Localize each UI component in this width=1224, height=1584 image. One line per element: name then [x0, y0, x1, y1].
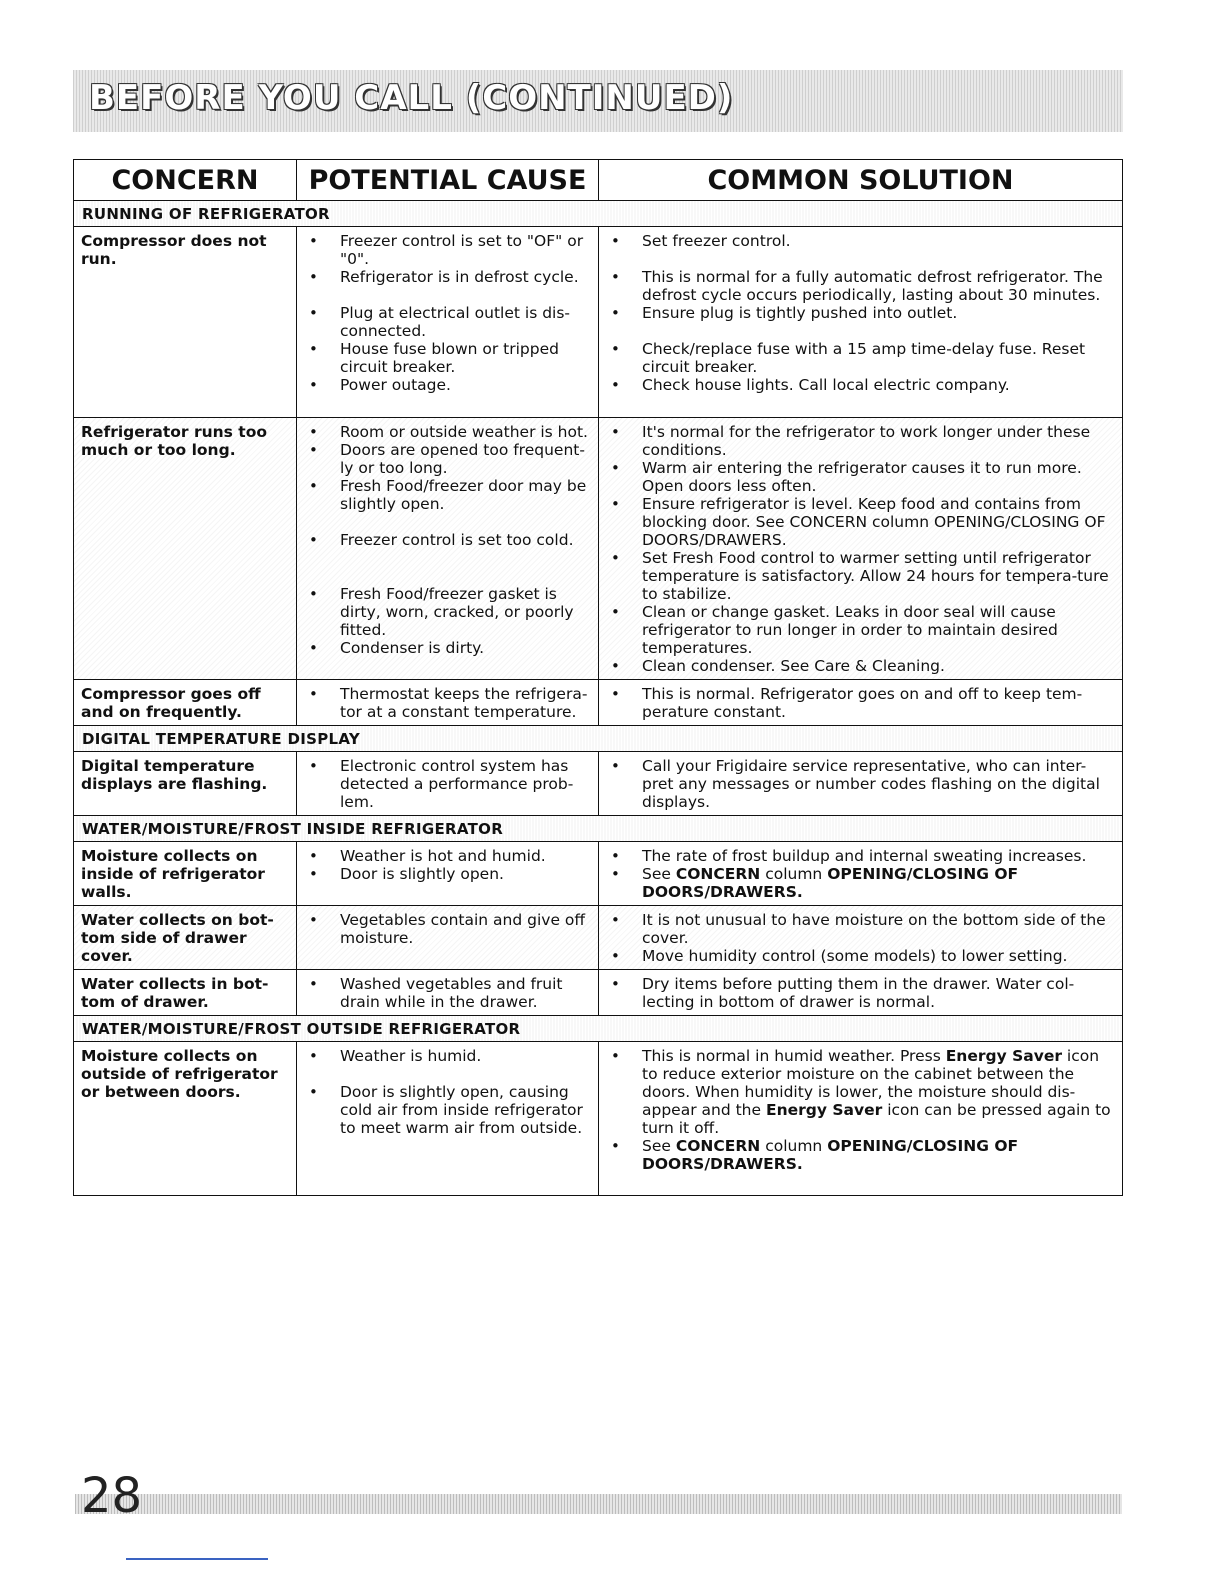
solution-item: • Set freezer control.	[605, 232, 1114, 250]
section-row	[74, 816, 1123, 842]
cause-item: • Fresh Food/freezer door may be slightly open.	[303, 477, 590, 513]
table-header-row	[74, 160, 1123, 201]
solution-cell	[599, 970, 1123, 1016]
cause-item: • Refrigerator is in defrost cycle.	[303, 268, 590, 286]
solution-item: • Clean condenser. See Care & Cleaning.	[605, 657, 1114, 675]
cause-item: • Washed vegetables and fruit drain while in the drawer.	[303, 975, 590, 1011]
cause-item: • Fresh Food/freezer gasket is dirty, worn, cracked, or poorly fitted.	[303, 585, 590, 639]
section-title: DIGITAL TEMPERATURE DISPLAY	[74, 726, 1123, 752]
cause-item: • Weather is hot and humid.	[303, 847, 590, 865]
cause-item: • Thermostat keeps the refrigera-tor at a constant temperature.	[303, 685, 590, 721]
solution-item: • Warm air entering the refrigerator causes it to run more. Open doors less often.	[605, 459, 1114, 495]
solution-cell	[599, 418, 1123, 680]
cause-cell	[297, 752, 599, 816]
footer-rule	[126, 1558, 268, 1560]
opening-closing-ref: OPENING/CLOSING OF DOORS/DRAWERS.	[642, 865, 1019, 901]
solution-cell	[599, 1042, 1123, 1196]
solution-cell	[599, 906, 1123, 970]
energy-text-e: icon can be pressed again to turn it off.	[642, 1101, 1111, 1137]
cause-item: • Plug at electrical outlet is dis-connected.	[303, 304, 590, 340]
solution-item: • Dry items before putting them in the drawer. Water col-lecting in bottom of drawer is normal.	[605, 975, 1114, 1011]
cause-cell	[297, 418, 599, 680]
energy-text-a: This is normal in humid weather. Press	[642, 1047, 941, 1065]
solution-item: • Ensure refrigerator is level. Keep food and contains from blocking door. See CONCERN column OPENING/CLOSING OF DOORS/DRAWERS.	[605, 495, 1114, 549]
cause-item: • Power outage.	[303, 376, 590, 394]
table-row	[74, 227, 1123, 418]
concern-cell: Moisture collects on outside of refrigerator or between doors.	[74, 1042, 297, 1196]
solution-item: • Set Fresh Food control to warmer setting until refrigerator temperature is satisfactory. Allow 24 hours for tempera-ture to stabilize.	[605, 549, 1114, 603]
page-number: 28	[81, 1468, 143, 1524]
cause-cell	[297, 842, 599, 906]
concern-cell: Water collects in bot-tom of drawer.	[74, 970, 297, 1016]
concern-cell: Moisture collects on inside of refrigerator walls.	[74, 842, 297, 906]
table-row	[74, 842, 1123, 906]
section-row	[74, 201, 1123, 227]
cause-cell	[297, 970, 599, 1016]
energy-saver-ref: Energy Saver	[765, 1101, 883, 1119]
solution-item: • This is normal. Refrigerator goes on and off to keep tem-perature constant.	[605, 685, 1114, 721]
table-row	[74, 906, 1123, 970]
table-row	[74, 680, 1123, 726]
table-row	[74, 752, 1123, 816]
solution-item: • Call your Frigidaire service representative, who can inter-pret any messages or number codes flashing on the digital displays.	[605, 757, 1114, 811]
section-row	[74, 726, 1123, 752]
solution-cell	[599, 752, 1123, 816]
cause-item: • House fuse blown or tripped circuit breaker.	[303, 340, 590, 376]
section-banner	[73, 70, 1123, 132]
concern-cell: Water collects on bot-tom side of drawer cover.	[74, 906, 297, 970]
cause-item: • Weather is humid.	[303, 1047, 590, 1065]
cause-item: • Condenser is dirty.	[303, 639, 590, 657]
table-row	[74, 1042, 1123, 1196]
opening-closing-ref: OPENING/CLOSING OF DOORS/DRAWERS.	[642, 1137, 1019, 1173]
concern-cell: Compressor does not run.	[74, 227, 297, 418]
solution-item	[605, 1047, 1114, 1137]
cause-item: • Room or outside weather is hot.	[303, 423, 590, 441]
concern-cell: Refrigerator runs too much or too long.	[74, 418, 297, 680]
table-row	[74, 970, 1123, 1016]
solution-cell	[599, 842, 1123, 906]
see-text: See	[642, 1137, 671, 1155]
solution-item: • The rate of frost buildup and internal sweating increases.	[605, 847, 1114, 865]
cause-cell	[297, 1042, 599, 1196]
concern-ref: CONCERN	[675, 865, 761, 883]
solution-cell	[599, 680, 1123, 726]
header-potential-cause: POTENTIAL CAUSE	[297, 160, 599, 201]
banner-title: BEFORE YOU CALL (CONTINUED)	[89, 78, 734, 118]
solution-item: • This is normal for a fully automatic defrost refrigerator. The defrost cycle occurs periodically, lasting about 30 minutes.	[605, 268, 1114, 304]
concern-cell: Compressor goes off and on frequently.	[74, 680, 297, 726]
solution-cell	[599, 227, 1123, 418]
cause-item: • Vegetables contain and give off moisture.	[303, 911, 590, 947]
energy-text-c: icon to reduce exterior moisture on the cabinet between the doors. When humidity is lower, the moisture should dis-appear and the	[642, 1047, 1100, 1119]
solution-item: • It's normal for the refrigerator to work longer under these conditions.	[605, 423, 1114, 459]
footer-band	[75, 1494, 1122, 1514]
section-title: WATER/MOISTURE/FROST INSIDE REFRIGERATOR	[74, 816, 1123, 842]
solution-item	[605, 865, 1114, 901]
table-row	[74, 418, 1123, 680]
cause-item: • Freezer control is set too cold.	[303, 531, 590, 549]
section-title: RUNNING OF REFRIGERATOR	[74, 201, 1123, 227]
solution-item: • Move humidity control (some models) to lower setting.	[605, 947, 1114, 965]
column-text: column	[765, 865, 823, 883]
solution-item: • It is not unusual to have moisture on the bottom side of the cover.	[605, 911, 1114, 947]
cause-cell	[297, 680, 599, 726]
cause-cell	[297, 906, 599, 970]
solution-item: • Check/replace fuse with a 15 amp time-delay fuse. Reset circuit breaker.	[605, 340, 1114, 376]
cause-item: • Door is slightly open.	[303, 865, 590, 883]
column-text: column	[765, 1137, 823, 1155]
solution-item: • Clean or change gasket. Leaks in door seal will cause refrigerator to run longer in order to maintain desired temperatures.	[605, 603, 1114, 657]
energy-saver-ref: Energy Saver	[945, 1047, 1062, 1065]
cause-item: • Electronic control system has detected a performance prob-lem.	[303, 757, 590, 811]
solution-item	[605, 1137, 1114, 1173]
concern-cell: Digital temperature displays are flashing.	[74, 752, 297, 816]
solution-item: • Ensure plug is tightly pushed into outlet.	[605, 304, 1114, 322]
section-title: WATER/MOISTURE/FROST OUTSIDE REFRIGERATOR	[74, 1016, 1123, 1042]
section-row	[74, 1016, 1123, 1042]
header-concern: CONCERN	[74, 160, 297, 201]
concern-ref: CONCERN	[675, 1137, 761, 1155]
header-common-solution: COMMON SOLUTION	[599, 160, 1123, 201]
see-text: See	[642, 865, 671, 883]
cause-item: • Door is slightly open, causing cold air from inside refrigerator to meet warm air from outside.	[303, 1083, 590, 1137]
solution-item: • Check house lights. Call local electric company.	[605, 376, 1114, 394]
troubleshooting-table	[73, 159, 1123, 1196]
cause-cell	[297, 227, 599, 418]
cause-item: • Doors are opened too frequent-ly or too long.	[303, 441, 590, 477]
cause-item: • Freezer control is set to "OF" or "0".	[303, 232, 590, 268]
